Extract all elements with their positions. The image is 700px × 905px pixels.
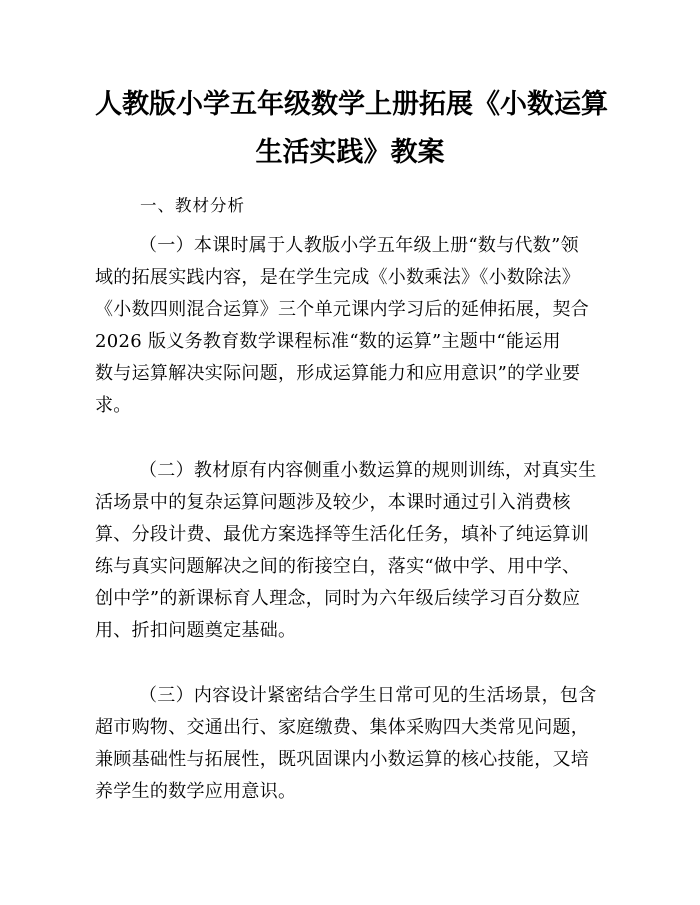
paragraph-line: 练与真实问题解决之间的衔接空白，落实“做中学、用中学、 (95, 556, 581, 577)
section-heading: 一、教材分析 (140, 196, 245, 215)
paragraph-line: 活场景中的复杂运算问题涉及较少，本课时通过引入消费核 (95, 492, 571, 513)
paragraph-line: 求。 (95, 395, 132, 416)
paragraph-line: 算、分段计费、最优方案选择等生活化任务，填补了纯运算训 (95, 524, 590, 545)
paragraph-line: 养学生的数学应用意识。 (95, 781, 297, 802)
paragraph-line: 2026 版义务教育数学课程标准“数的运算”主题中“能运用 (95, 331, 561, 352)
paragraph-line: 《小数四则混合运算》三个单元课内学习后的延伸拓展，契合 (95, 299, 590, 320)
paragraph-line: 创中学”的新课标育人理念，同时为六年级后续学习百分数应 (95, 588, 581, 609)
paragraph-line: 用、折扣问题奠定基础。 (95, 620, 297, 641)
paragraph-line: 域的拓展实践内容，是在学生完成《小数乘法》《小数除法》 (95, 267, 581, 288)
paragraph-line: （一）本课时属于人教版小学五年级上册“数与代数”领 (139, 235, 579, 256)
paragraph-1 (95, 230, 607, 422)
document-title-line-2: 生活实践》教案 (255, 137, 445, 168)
document-title-line-1: 人教版小学五年级数学上册拓展《小数运算 (95, 89, 608, 120)
paragraph-line: 超市购物、交通出行、家庭缴费、集体采购四大类常见问题， (95, 717, 590, 738)
paragraph-3 (95, 680, 607, 808)
paragraph-line: 兼顾基础性与拓展性，既巩固课内小数运算的核心技能，又培 (95, 749, 590, 770)
paragraph-line: （二）教材原有内容侧重小数运算的规则训练，对真实生 (139, 460, 597, 481)
paragraph-line: 数与运算解决实际问题，形成运算能力和应用意识”的学业要 (95, 363, 581, 384)
paragraph-line: （三）内容设计紧密结合学生日常可见的生活场景，包含 (139, 685, 597, 706)
paragraph-2 (95, 455, 607, 647)
